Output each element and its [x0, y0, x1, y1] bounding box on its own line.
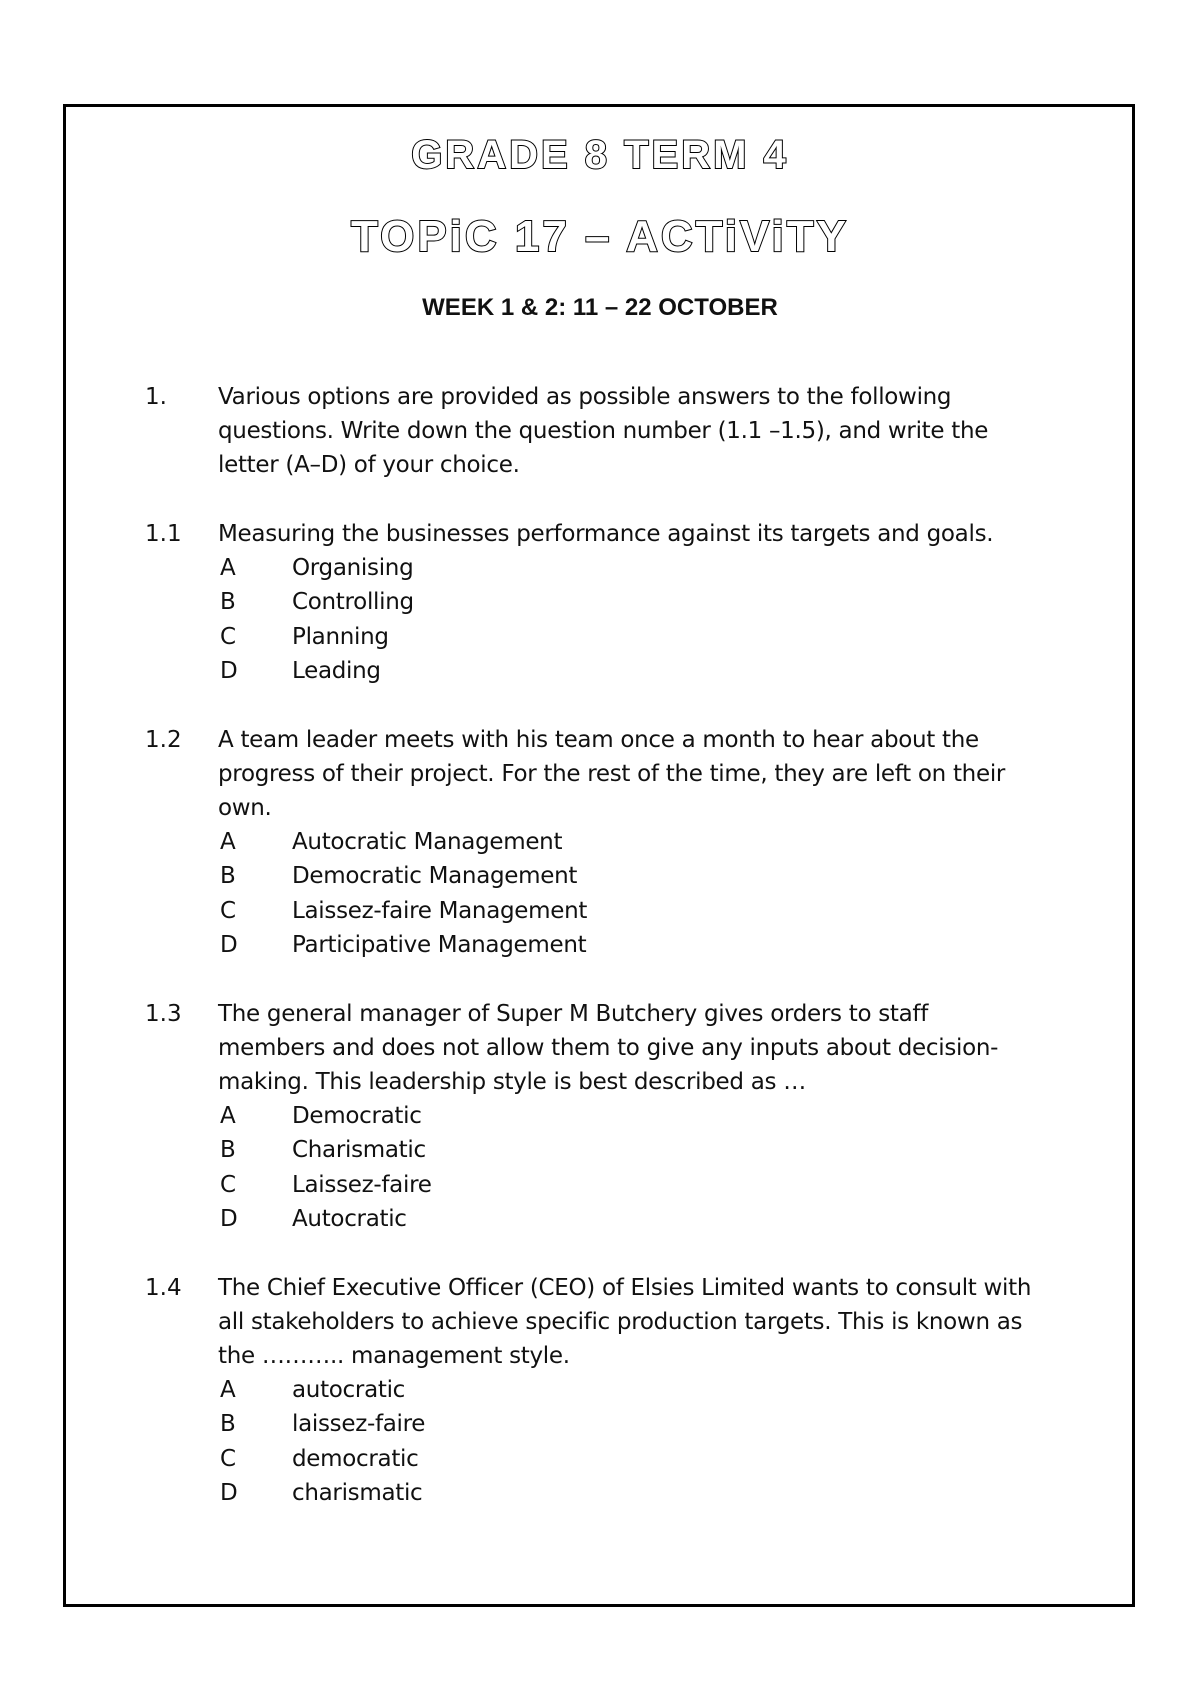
- option-text: democratic: [292, 1446, 419, 1472]
- instruction-number: 1.: [145, 384, 167, 410]
- option-text: Democratic: [292, 1103, 422, 1129]
- option-letter: D: [220, 1480, 238, 1506]
- option-text: autocratic: [292, 1377, 406, 1403]
- question-text: The general manager of Super M Butchery gives orders to staff: [218, 1001, 929, 1027]
- question-number: 1.3: [145, 1001, 182, 1027]
- option-text: Leading: [292, 658, 381, 684]
- question-text: members and does not allow them to give any inputs about decision-: [218, 1035, 999, 1061]
- option-text: Autocratic Management: [292, 829, 563, 855]
- option-text: Laissez-faire Management: [292, 898, 588, 924]
- option-letter: B: [220, 863, 236, 889]
- option-letter: A: [220, 555, 236, 581]
- option-letter: B: [220, 1137, 236, 1163]
- topic-activity-title: TOPiC 17 – ACTiViTY: [351, 212, 849, 261]
- option-letter: A: [220, 1377, 236, 1403]
- week-dates: WEEK 1 & 2: 11 – 22 OCTOBER: [422, 294, 778, 321]
- option-text: Organising: [292, 555, 414, 581]
- option-text: Planning: [292, 624, 389, 650]
- question-number: 1.2: [145, 727, 182, 753]
- option-text: Democratic Management: [292, 863, 578, 889]
- option-text: Laissez-faire: [292, 1172, 432, 1198]
- question-text: progress of their project. For the rest of the time, they are left on their: [218, 761, 1006, 787]
- question-text: The Chief Executive Officer (CEO) of Elsies Limited wants to consult with: [218, 1275, 1032, 1301]
- instruction-line: Various options are provided as possible answers to the following: [218, 384, 952, 410]
- option-letter: C: [220, 1446, 237, 1472]
- option-letter: C: [220, 898, 237, 924]
- option-letter: C: [220, 1172, 237, 1198]
- option-letter: C: [220, 624, 237, 650]
- option-text: laissez-faire: [292, 1411, 426, 1437]
- question-number: 1.4: [145, 1275, 182, 1301]
- instruction-line: letter (A–D) of your choice.: [218, 452, 520, 478]
- option-letter: B: [220, 1411, 236, 1437]
- question-text: A team leader meets with his team once a month to hear about the: [218, 727, 979, 753]
- option-letter: D: [220, 1206, 238, 1232]
- question-text: own.: [218, 795, 272, 821]
- option-letter: B: [220, 589, 236, 615]
- question-text: the ……….. management style.: [218, 1343, 570, 1369]
- option-text: charismatic: [292, 1480, 423, 1506]
- question-text: making. This leadership style is best described as …: [218, 1069, 806, 1095]
- option-letter: D: [220, 932, 238, 958]
- option-text: Participative Management: [292, 932, 587, 958]
- option-letter: A: [220, 1103, 236, 1129]
- question-text: Measuring the businesses performance against its targets and goals.: [218, 521, 994, 547]
- question-number: 1.1: [145, 521, 182, 547]
- option-text: Autocratic: [292, 1206, 407, 1232]
- option-letter: D: [220, 658, 238, 684]
- option-text: Controlling: [292, 589, 414, 615]
- question-text: all stakeholders to achieve specific production targets. This is known as: [218, 1309, 1023, 1335]
- grade-term-title: GRADE 8 TERM 4: [411, 133, 789, 177]
- option-letter: A: [220, 829, 236, 855]
- instruction-line: questions. Write down the question number (1.1 –1.5), and write the: [218, 418, 989, 444]
- option-text: Charismatic: [292, 1137, 426, 1163]
